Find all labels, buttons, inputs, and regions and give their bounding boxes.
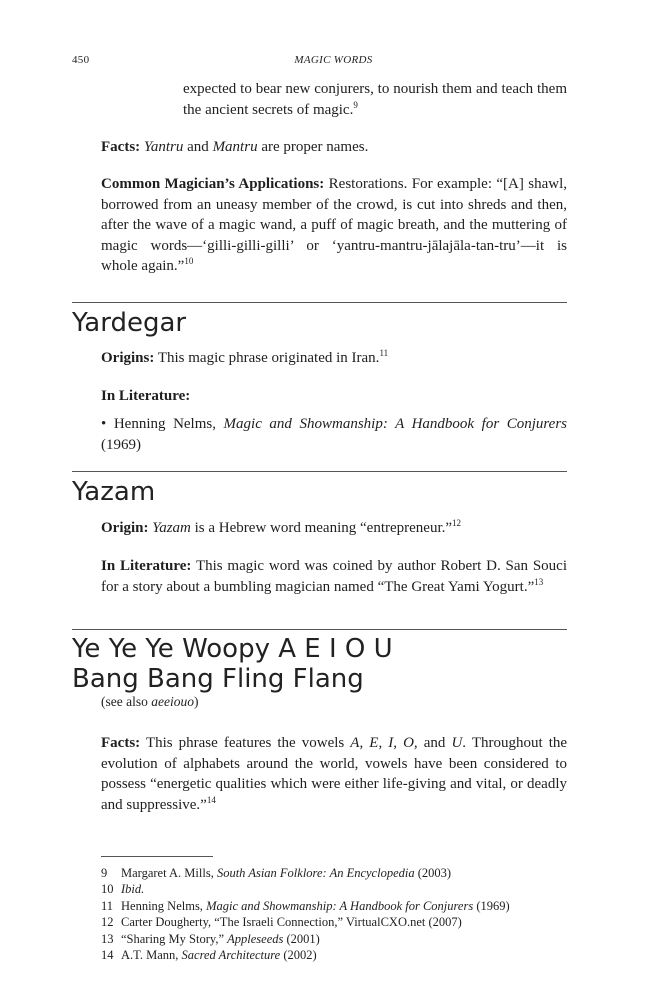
footnote-rule bbox=[101, 856, 213, 857]
literature-heading: In Literature: bbox=[101, 388, 191, 404]
footnote: 13 “Sharing My Story,” Appleseeds (2001) bbox=[101, 931, 320, 946]
applications-label: Common Magician’s Applications: bbox=[101, 176, 325, 192]
facts-paragraph: Facts: Yantru and Mantru are proper names. bbox=[101, 139, 369, 155]
yeye-facts-paragraph: Facts: This phrase features the vowels A, E, I, O, and U. Throughout the evolution of alphabets around the world, vowels have been considered to possess “energetic qualities which were either life-giving and vital, or deadly and suppressive.”$^{14}$ bbox=[101, 735, 568, 813]
literature-item: • Henning Nelms, Magic and Showmanship: A Handbook for Conjurers (1969) bbox=[101, 416, 568, 453]
running-title: MAGIC WORDS bbox=[294, 54, 373, 66]
footnote: 10 Ibid. bbox=[101, 882, 145, 897]
entry-title-yardegar: Yardegar bbox=[72, 308, 187, 338]
footnote-ref: 13 bbox=[534, 576, 544, 587]
bullet: • bbox=[101, 416, 107, 432]
footnote-ref: 10 bbox=[184, 256, 194, 266]
origin-paragraph: Origin: Yazam is a Hebrew word meaning “entrepreneur.”$^{12}$ bbox=[101, 518, 462, 536]
entry-title-yazam: Yazam bbox=[72, 477, 156, 507]
origins-paragraph: Origins: This magic phrase originated in Iran.$^{11}$ bbox=[101, 348, 389, 366]
applications-paragraph: Common Magician’s Applications: Restorations. For example: “[A] shawl, borrowed from an uneasy member of the crowd, is cut into shreds and then, after the wave of a magic wand, a puff of magic breath, and the muttering of magic words—‘gilli-gilli-gilli’ or ‘yantru-mantru-jālajāla-tan-tru’—it is whole again.”$^{10}$ bbox=[101, 176, 568, 274]
page-number: 450 bbox=[72, 54, 90, 66]
footnote-ref: 11 bbox=[379, 348, 389, 358]
footnote: 9 Margaret A. Mills, South Asian Folklore: An Encyclopedia (2003) bbox=[101, 866, 452, 880]
facts-label: Facts: bbox=[101, 139, 141, 155]
footnote: 12 Carter Dougherty, “The Israeli Connection,” VirtualCXO.net (2007) bbox=[101, 915, 462, 930]
entry-rule bbox=[72, 471, 567, 472]
footnote-ref: 12 bbox=[452, 518, 462, 528]
yazam-literature-paragraph: In Literature: This magic word was coined by author Robert D. San Souci for a story about a bumbling magician named “The Great Yami Yogurt.”$^{13}$ bbox=[101, 558, 568, 595]
entry-rule bbox=[72, 302, 567, 303]
entry-title-yeye-line2: Bang Bang Fling Flang bbox=[72, 664, 364, 694]
continuation-paragraph: expected to bear new conjurers, to nourish them and teach them the ancient secrets of magic.$^9$ bbox=[183, 81, 567, 118]
see-also: (see also aeeiouo) bbox=[101, 694, 199, 709]
footnote: 14 A.T. Mann, Sacred Architecture (2002) bbox=[101, 948, 317, 963]
entry-rule bbox=[72, 629, 567, 630]
footnote: 11 Henning Nelms, Magic and Showmanship: A Handbook for Conjurers (1969) bbox=[101, 898, 510, 913]
footnotes bbox=[101, 865, 510, 963]
footnote-ref: 14 bbox=[206, 794, 216, 805]
see-also-link[interactable]: aeeiouo bbox=[151, 694, 194, 709]
footnote-ref: 9 bbox=[353, 99, 358, 110]
entry-title-yeye-line1: Ye Ye Ye Woopy A E I O U bbox=[72, 634, 393, 664]
